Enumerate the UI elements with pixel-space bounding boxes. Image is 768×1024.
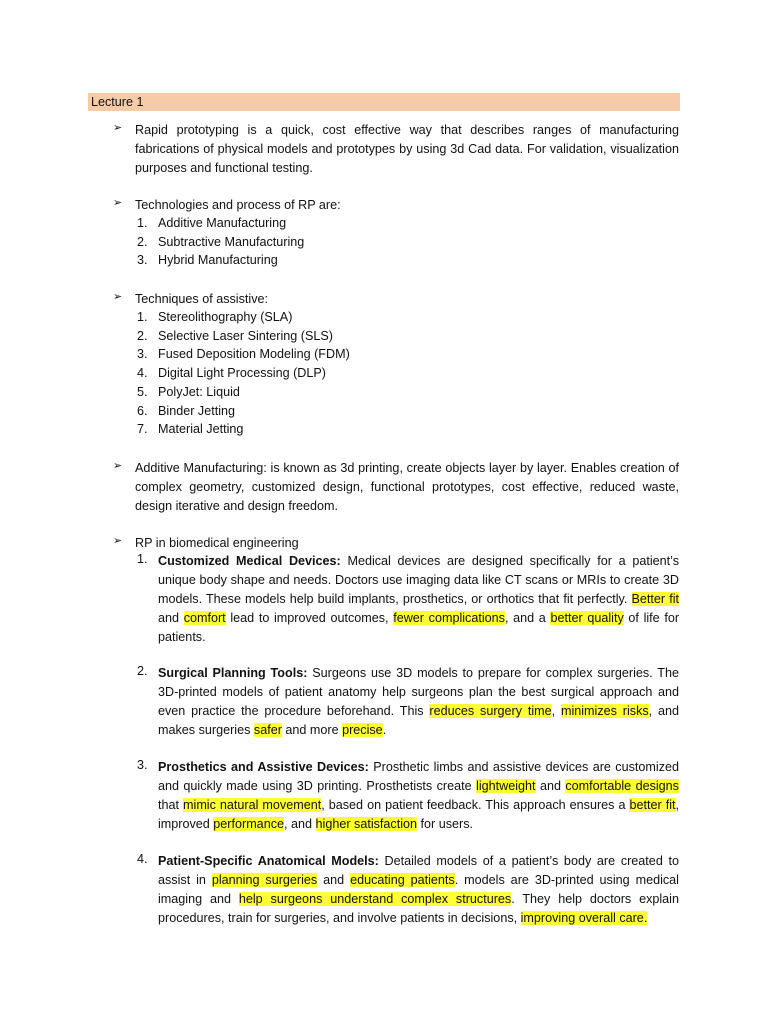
- text-run: Prosthetic limbs and assistive devices are customized and quickly made using 3D printing. Prosthetists create: [158, 760, 680, 793]
- technologies-list: [137, 214, 679, 270]
- text-run: lead to improved outcomes,: [225, 611, 394, 625]
- rp-item-title: Prosthetics and Assistive Devices:: [158, 760, 369, 774]
- list-number: 3.: [137, 347, 148, 362]
- highlight: lightweight: [476, 779, 536, 793]
- highlight: planning surgeries: [211, 873, 318, 887]
- rp-item-text: [158, 552, 679, 647]
- text-run: for users.: [417, 817, 474, 831]
- lecture-title: Lecture 1: [91, 95, 144, 109]
- text-run: and: [535, 779, 566, 793]
- list-item: [137, 345, 679, 364]
- list-item: [137, 233, 679, 252]
- list-number: 1.: [137, 310, 148, 324]
- list-number: 2.: [137, 234, 148, 249]
- arrow-bullet-icon: ➢: [113, 122, 123, 134]
- text-run: , based on patient feedback. This approach ensures a: [321, 798, 630, 812]
- text-run: . models are 3D-printed using medical imaging and: [158, 873, 679, 906]
- arrow-bullet-icon: ➢: [113, 535, 123, 547]
- text-run: . They help doctors explain procedures, train for surgeries, and involve patients in decisions,: [158, 892, 679, 925]
- rp-item-text: [158, 664, 679, 740]
- bullet-rp-biomedical: [113, 534, 679, 553]
- highlight: reduces surgery time: [429, 704, 552, 718]
- list-text: Subtractive Manufacturing: [158, 234, 305, 249]
- rp-item-customized-devices: [137, 552, 679, 647]
- highlight: comfort: [183, 611, 226, 625]
- text-run: ,: [551, 704, 561, 718]
- bullet-text: Additive Manufacturing: is known as 3d printing, create objects layer by layer. Enables creation of complex geometry, customized design, functional prototypes, cost effective, reduced waste, design iterative and design freedom.: [135, 461, 679, 513]
- rp-item-text: [158, 852, 679, 928]
- text-run: and: [158, 611, 184, 625]
- text-run: and: [317, 873, 351, 887]
- list-text: Additive Manufacturing: [158, 216, 287, 230]
- bullet-text: Techniques of assistive:: [135, 292, 269, 306]
- list-number: 5.: [137, 384, 148, 399]
- rp-item-prosthetics: [137, 758, 679, 834]
- highlight: educating patients: [350, 873, 455, 887]
- list-number: 1.: [137, 552, 148, 566]
- techniques-list: [137, 308, 679, 439]
- rp-item-text: [158, 758, 679, 834]
- bullet-technologies: [113, 196, 679, 215]
- list-number: 4.: [137, 366, 148, 381]
- list-text: Binder Jetting: [158, 403, 236, 418]
- bullet-text: Technologies and process of RP are:: [135, 198, 341, 212]
- rp-item-title: Customized Medical Devices:: [158, 554, 341, 568]
- list-number: 3.: [137, 253, 148, 268]
- rp-item-surgical-planning: [137, 664, 679, 740]
- list-item: [137, 402, 679, 421]
- list-number: 6.: [137, 403, 148, 418]
- text-run: of life for patients.: [158, 611, 680, 644]
- rp-item-anatomical-models: [137, 852, 679, 928]
- bullet-text: Rapid prototyping is a quick, cost effective way that describes ranges of manufacturing fabrications of physical models and prototypes by using 3d Cad data. For validation, visualization purposes and functional testing.: [135, 123, 679, 175]
- rp-item-title: Surgical Planning Tools:: [158, 666, 308, 680]
- text-run: , improved: [158, 798, 679, 831]
- highlight: minimizes risks: [560, 704, 649, 718]
- list-item: [137, 364, 679, 383]
- text-run: Detailed models of a patient’s body are created to assist in: [158, 854, 680, 887]
- text-run: , and: [284, 817, 316, 831]
- list-number: 4.: [137, 852, 148, 866]
- list-item: [137, 251, 679, 270]
- list-number: 2.: [137, 664, 148, 678]
- list-item: [137, 214, 679, 233]
- lecture-header: [88, 93, 680, 111]
- rp-item-title: Patient-Specific Anatomical Models:: [158, 854, 379, 868]
- highlight: improving overall care.: [520, 911, 648, 925]
- text-run: .: [382, 723, 387, 737]
- list-item: [137, 420, 679, 439]
- list-text: Hybrid Manufacturing: [158, 253, 278, 268]
- text-run: and more: [281, 723, 343, 737]
- highlight: fewer complications: [393, 611, 505, 625]
- text-run: Medical devices are designed specifically for a patient’s unique body shape and needs. Doctors use imaging data like CT scans or MRIs to create 3D models. These models help build implants, prosthetics, or orthotics that fit perfectly.: [158, 554, 679, 606]
- list-item: [137, 327, 679, 346]
- highlight: higher satisfaction: [315, 817, 418, 831]
- bullet-text: RP in biomedical engineering: [135, 536, 299, 550]
- highlight: performance: [213, 817, 284, 831]
- arrow-bullet-icon: ➢: [113, 460, 123, 472]
- list-text: Selective Laser Sintering (SLS): [158, 328, 333, 343]
- arrow-bullet-icon: ➢: [113, 197, 123, 209]
- bullet-rapid-prototyping: [113, 121, 679, 178]
- text-run: , and a: [504, 611, 551, 625]
- list-text: Material Jetting: [158, 422, 244, 437]
- text-run: , and makes surgeries: [158, 704, 680, 737]
- list-number: 2.: [137, 328, 148, 343]
- list-text: PolyJet: Liquid: [158, 384, 240, 399]
- arrow-bullet-icon: ➢: [113, 291, 123, 303]
- highlight: help surgeons understand complex structures: [238, 892, 512, 906]
- highlight: safer: [253, 723, 282, 737]
- list-number: 1.: [137, 216, 148, 230]
- bullet-techniques: [113, 290, 679, 309]
- highlight: better quality: [550, 611, 624, 625]
- list-text: Digital Light Processing (DLP): [158, 366, 326, 381]
- highlight: Better fit: [631, 592, 679, 606]
- list-item: [137, 308, 679, 327]
- text-run: Surgeons use 3D models to prepare for complex surgeries. The 3D-printed models of patient anatomy help surgeons plan the best surgical approach and even practice the procedure beforehand. This: [158, 666, 679, 718]
- list-item: [137, 383, 679, 402]
- list-text: Stereolithography (SLA): [158, 310, 293, 324]
- list-text: Fused Deposition Modeling (FDM): [158, 347, 350, 362]
- bullet-additive-manufacturing: [113, 459, 679, 516]
- list-number: 3.: [137, 758, 148, 772]
- highlight: precise: [342, 723, 383, 737]
- list-number: 7.: [137, 422, 148, 437]
- highlight: comfortable designs: [565, 779, 679, 793]
- highlight: better fit: [629, 798, 676, 812]
- highlight: mimic natural movement: [183, 798, 322, 812]
- text-run: that: [158, 798, 184, 812]
